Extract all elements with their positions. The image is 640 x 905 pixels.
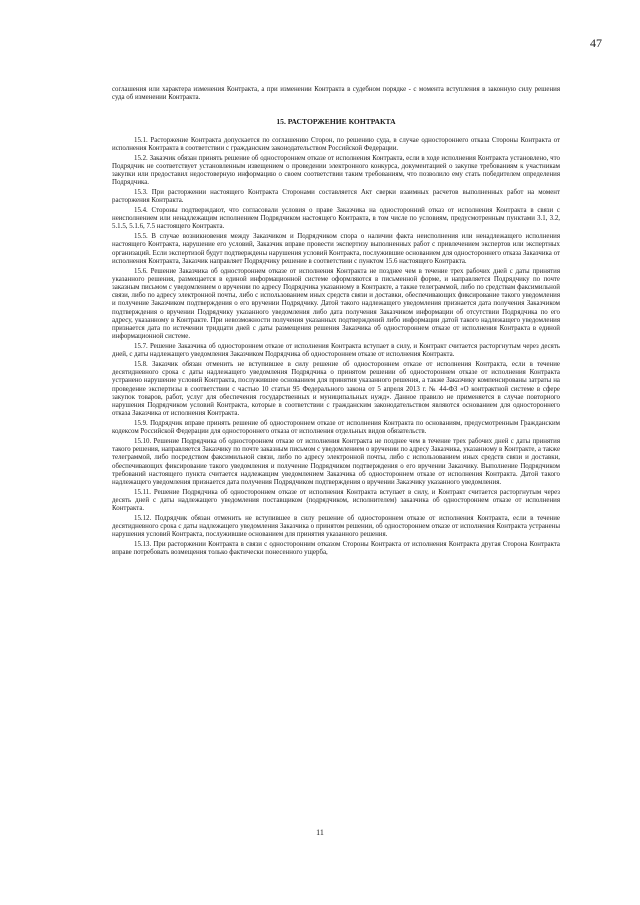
paragraph-15-12: 15.12. Подрядчик обязан отменить не вступившее в силу решение об одностороннем отказе от исполнения Контракта, если в течение десятидневного срока с даты надлежащего уведомления Заказчика о принятом решении, об одностороннем отказе от исполнения Контракта устранены нарушения условий Контракта, послужившие основанием для принятия указанного решения. <box>112 515 560 539</box>
paragraph-15-4: 15.4. Стороны подтверждают, что согласовали условия о праве Заказчика на односторонний отказ от исполнения Контракта в связи с неисполнением или ненадлежащим исполнением Подрядчиком настоящего Контракта, в том числе по условиям, предусмотренным пунктами 3.1, 3.2, 5.1.5, 5.1.6, 7.5 настоящего Контракта. <box>112 207 560 231</box>
paragraph-15-8: 15.8. Заказчик обязан отменить не вступившее в силу решение об одностороннем отказе от исполнения Контракта, если в течение десятидневного срока с даты надлежащего уведомления Подрядчика о принятом решении об одностороннем отказе от исполнения Контракта устранено нарушение условий Контракта, послужившее основанием для принятия указанного решения, а также Заказчику компенсированы затраты на проведение экспертизы в соответствии с частью 10 статьи 95 Федерального закона от 5 апреля 2013 г. № 44-ФЗ «О контрактной системе в сфере закупок товаров, работ, услуг для обеспечения государственных и муниципальных нужд». Данное правило не применяется в случае повторного нарушения Подрядчиком условий Контракта, которые в соответствии с гражданским законодательством являются основанием для одностороннего отказа Заказчика от исполнения Контракта. <box>112 361 560 418</box>
paragraph-15-10: 15.10. Решение Подрядчика об одностороннем отказе от исполнения Контракта не позднее чем в течение трех рабочих дней с даты принятия такого решения, направляется Заказчику по почте заказным письмом с уведомлением о вручении по адресу Заказчика, указанному в Контракте, а также телеграммой, либо посредством факсимильной связи, либо по адресу электронной почты, либо с использованием иных средств связи и доставки, обеспечивающих фиксирование такого уведомления и получение Подрядчиком подтверждения о его вручении Заказчику. Выполнение Подрядчиком требований настоящего пункта считается надлежащим уведомлением Заказчика об одностороннем отказе от исполнения Контракта. Датой такого надлежащего уведомления признается дата получения Подрядчиком подтверждения о вручении Заказчику указанного уведомления. <box>112 438 560 487</box>
page-number-bottom: 11 <box>316 828 324 837</box>
intro-paragraph: соглашения или характера изменения Контракта, а при изменении Контракта в судебном порядке - с момента вступления в законную силу решения суда об изменении Контракта. <box>112 86 560 102</box>
paragraph-15-7: 15.7. Решение Заказчика об одностороннем отказе от исполнения Контракта вступает в силу, и Контракт считается расторгнутым через десять дней, с даты надлежащего уведомления Заказчиком Подрядчика об одностороннем отказе от исполнения Контракта. <box>112 343 560 359</box>
document-body <box>112 86 560 559</box>
paragraph-15-13: 15.13. При расторжении Контракта в связи с односторонним отказом Стороны Контракта от исполнения Контракта другая Сторона Контракта вправе потребовать возмещения только фактически понесенного ущерба, <box>112 541 560 557</box>
paragraph-15-6: 15.6. Решение Заказчика об одностороннем отказе от исполнения Контракта не позднее чем в течение трех рабочих дней с даты принятия указанного решения, размещается в единой информационной системе оформляются в письменной форме, и направляется Подрядчику по почте заказным письмом с уведомлением о вручении по адресу Подрядчика указанному в Контракте, а также телеграммой, либо по средствам факсимильной связи, либо по адресу электронной почты, либо с использованием иных средств связи и доставки, обеспечивающих фиксирование такого уведомления и получение Заказчиком подтверждения о его вручении Подрядчику. Датой такого надлежащего уведомления признается дата получения Заказчиком подтверждения о вручении Подрядчику указанного уведомления либо дата получения Заказчиком информации об отсутствии Подрядчика по его адресу, указанному в Контракте. При невозможности получения указанных подтверждений либо информации датой такого надлежащего уведомления признается дата по истечении тридцати дней с даты размещения решения Заказчика об одностороннем отказе от исполнения Контракта в единой информационной системе. <box>112 267 560 341</box>
paragraph-15-3: 15.3. При расторжении настоящего Контракта Сторонами составляется Акт сверки взаимных расчетов выполненных работ на момент расторжения Контракта. <box>112 189 560 205</box>
paragraph-15-9: 15.9. Подрядчик вправе принять решение об одностороннем отказе от исполнения Контракта по основаниям, предусмотренным Гражданским кодексом Российской Федерации для одностороннего отказа от исполнения отдельных видов обязательств. <box>112 420 560 436</box>
paragraph-15-2: 15.2. Заказчик обязан принять решение об одностороннем отказе от исполнения Контракта, если в ходе исполнения Контракта установлено, что Подрядчик не соответствует установленным извещением о проведении электронного конкурса, документацией о закупке требованиям к участникам закупки или предоставил недостоверную информацию о своем соответствии таким требованиям, что позволило ему стать победителем определения Подрядчика. <box>112 154 560 187</box>
section-title: 15. РАСТОРЖЕНИЕ КОНТРАКТА <box>276 117 396 127</box>
paragraph-15-1: 15.1. Расторжение Контракта допускается по соглашению Сторон, по решению суда, в случае одностороннего отказа Стороны Контракта от исполнения Контракта в соответствии с гражданским законодательством Российской Федерации. <box>112 136 560 152</box>
page-number-top: 47 <box>590 36 602 50</box>
paragraph-15-11: 15.11. Решение Подрядчика об одностороннем отказе от исполнения Контракта вступает в силу, и Контракт считается расторгнутым через десять дней с даты надлежащего уведомления поставщиком (подрядчиком, исполнителем) заказчика об одностороннем отказе от исполнения Контракта. <box>112 488 560 513</box>
paragraph-15-5: 15.5. В случае возникновения между Заказчиком и Подрядчиком спора о наличии факта неисполнения или ненадлежащего исполнения настоящего Контракта, нарушение его условий, Заказчик вправе провести экспертизу выполненных работ с привлечением экспертов или экспертных организаций. Если экспертизой будут подтверждены нарушения условий Контракта, послужившие основанием для одностороннего отказа Заказчика от исполнения Контракта, Заказчик направляет Подрядчику решение в соответствии с пунктом 15.6 настоящего Контракта. <box>112 233 560 265</box>
